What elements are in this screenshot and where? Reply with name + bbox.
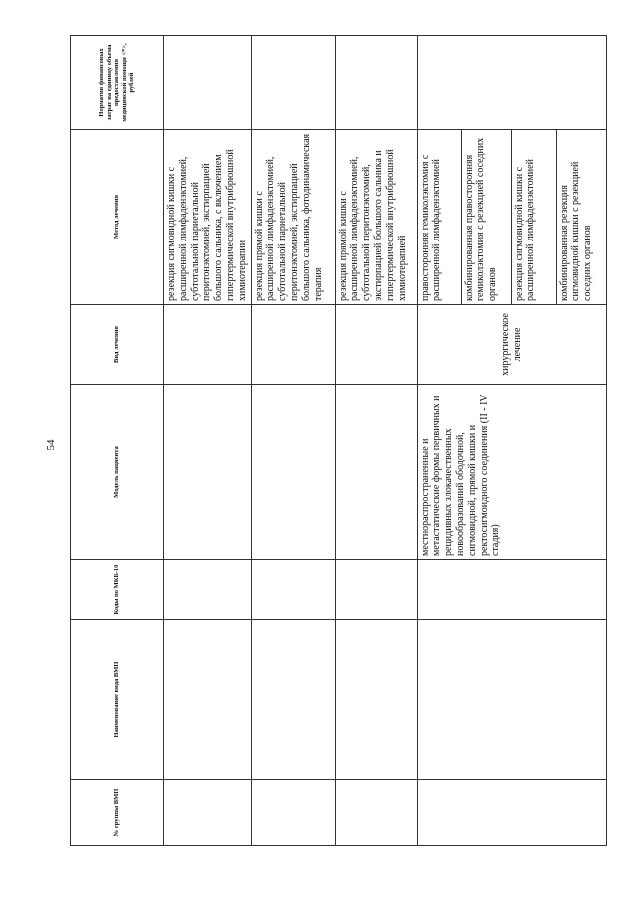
cell-group [417, 780, 606, 846]
cell-method: резекция сигмовидной кишки с расширенной лимфаденэктомией [511, 130, 556, 305]
header-group: № группы ВМП [71, 780, 164, 846]
cell-method: правосторонняя гемиколэктомия с расширенной лимфаденэктомией [417, 130, 461, 305]
page-number: 54 [45, 439, 57, 451]
cell-model: местнораспространенные и метастатические формы первичных и рецидивных злокачественных новообразований ободочной, сигмовидной, прямой кишки и ректосигмоидного соединения (II - IV стадия) [417, 385, 606, 560]
cell-method: резекция прямой кишки с расширенной лимфаденэктомией, субтотальной париетальной перитонэктомией, экстирпацией большого сальника, фотодинамическая терапия [251, 130, 335, 305]
cell-model [251, 385, 335, 560]
cell-norm [417, 36, 606, 130]
cell-name [164, 620, 252, 780]
cell-name [251, 620, 335, 780]
cell-group [335, 780, 417, 846]
cell-type [164, 305, 252, 385]
cell-codes [164, 560, 252, 620]
table-row [335, 36, 417, 846]
table-row [251, 36, 335, 846]
cell-method: комбинированная резекция сигмовидной кишки с резекцией соседних органов [556, 130, 606, 305]
cell-group [251, 780, 335, 846]
cell-method: комбинированная правосторонняя гемиколэктомия с резекцией соседних органов [461, 130, 511, 305]
cell-method: резекция прямой кишки с расширенной лимфаденэктомией, субтотальной перитонэктомией, экстирпацией большого сальника и гипертермической внутрибрюшной химиотерапией [335, 130, 417, 305]
cell-method: резекция сигмовидной кишки с расширенной лимфаденэктомией, субтотальной париетальной перитонэктомией, экстирпацией большого сальника, с включением гипертермической внутрибрюшной химиотерапии [164, 130, 252, 305]
cell-type: хирургическое лечение [417, 305, 606, 385]
cell-type [335, 305, 417, 385]
header-model: Модель пациента [71, 385, 164, 560]
cell-model [335, 385, 417, 560]
header-type: Вид лечения [71, 305, 164, 385]
table-row [417, 36, 461, 846]
rotated-table-wrapper [70, 36, 605, 846]
cell-group [164, 780, 252, 846]
header-norm: Норматив финансовых затрат на единицу объема предоставления медицинской помощи <*>, рублей [71, 36, 164, 130]
header-codes: Коды по МКБ-10 [71, 560, 164, 620]
cell-norm [251, 36, 335, 130]
table-row [164, 36, 252, 846]
cell-codes [417, 560, 606, 620]
cell-name [335, 620, 417, 780]
cell-norm [335, 36, 417, 130]
cell-codes [335, 560, 417, 620]
cell-type [251, 305, 335, 385]
header-method: Метод лечения [71, 130, 164, 305]
cell-model [164, 385, 252, 560]
cell-name [417, 620, 606, 780]
cell-codes [251, 560, 335, 620]
vmp-table [70, 35, 607, 846]
header-name: Наименование вида ВМП [71, 620, 164, 780]
table-header-row [71, 36, 164, 846]
cell-norm [164, 36, 252, 130]
